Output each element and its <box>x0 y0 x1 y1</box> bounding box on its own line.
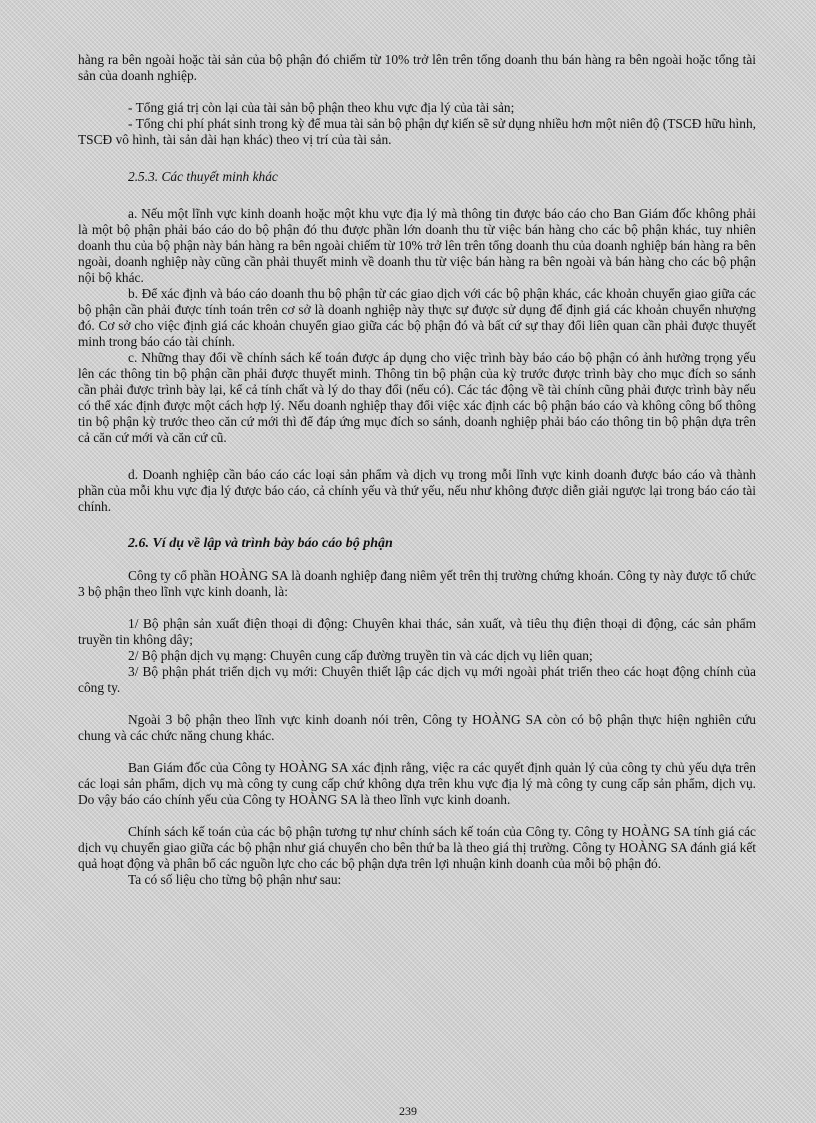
list-item: 3/ Bộ phận phát triển dịch vụ mới: Chuyên thiết lập các dịch vụ mới ngoài phát triển theo các hoạt động chính của công ty. <box>78 664 756 695</box>
paragraph: Công ty cổ phần HOÀNG SA là doanh nghiệp đang niêm yết trên thị trường chứng khoán. Công ty này được tổ chức 3 bộ phận theo lĩnh vực kinh doanh, là: <box>78 568 756 599</box>
paragraph-b: b. Để xác định và báo cáo doanh thu bộ phận từ các giao dịch với các bộ phận khác, các khoản chuyển giao giữa các bộ phận cần phải được tính toán trên cơ sở là doanh nghiệp này thực sự được sử dụng để định giá các khoản chuyển nhượng đó. Cơ sở cho việc định giá các khoản chuyển giao giữa các bộ phận đó và bất cứ sự thay đổi liên quan cần phải được thuyết minh trong báo cáo tài chính. <box>78 286 756 349</box>
bullet-item: - Tổng giá trị còn lại của tài sản bộ phận theo khu vực địa lý của tài sản; <box>128 100 515 115</box>
list-item: 2/ Bộ phận dịch vụ mạng: Chuyên cung cấp đường truyền tin và các dịch vụ liên quan; <box>128 648 593 663</box>
document-body <box>78 52 756 888</box>
page-number: 239 <box>399 1104 417 1118</box>
paragraph: Ngoài 3 bộ phận theo lĩnh vực kinh doanh nói trên, Công ty HOÀNG SA còn có bộ phận thực hiện nghiên cứu chung và các chức năng chung khác. <box>78 712 756 743</box>
paragraph-d: d. Doanh nghiệp cần báo cáo các loại sản phẩm và dịch vụ trong mỗi lĩnh vực kinh doanh được báo cáo và thành phần của mỗi khu vực địa lý được báo cáo, cả chính yếu và thứ yếu, nếu như không được diễn giải ngược lại trong báo cáo tài chính. <box>78 467 756 514</box>
paragraph-a: a. Nếu một lĩnh vực kinh doanh hoặc một khu vực địa lý mà thông tin được báo cáo cho Ban Giám đốc không phải là một bộ phận phải báo cáo do bộ phận đó thu được phần lớn doanh thu từ việc bán hàng cho các bộ phận khác, tuy nhiên doanh thu của bộ phận này bán hàng ra bên ngoài chiếm từ 10% trở lên trên tổng doanh thu của doanh nghiệp bán hàng ra bên ngoài, doanh nghiệp này cũng cần phải thuyết minh về doanh thu từ việc bán hàng ra bên ngoài và bán hàng cho các bộ phận nội bộ khác. <box>78 206 756 285</box>
paragraph: Ta có số liệu cho từng bộ phận như sau: <box>128 872 342 887</box>
paragraph: Chính sách kế toán của các bộ phận tương tự như chính sách kế toán của Công ty. Công ty HOÀNG SA tính giá các dịch vụ chuyển giao giữa các bộ phận như giá chuyển cho bên thứ ba là theo giá thị trường. Công ty HOÀNG SA đánh giá kết quả hoạt động và phân bổ các nguồn lực cho các bộ phận dựa trên lợi nhuận kinh doanh của mỗi bộ phận đó. <box>78 824 756 871</box>
section-heading-2-5-3: 2.5.3. Các thuyết minh khác <box>128 169 278 184</box>
paragraph-c: c. Những thay đổi về chính sách kế toán được áp dụng cho việc trình bày báo cáo bộ phận có ảnh hưởng trọng yếu lên các thông tin bộ phận cần phải được thuyết minh. Thông tin bộ phận của kỳ trước được trình bày cho mục đích so sánh cần phải được trình bày lại, kể cả tính chất và lý do thay đổi (nếu có). Các tác động về tài chính cũng phải được trình bày nếu có thể xác định được một cách hợp lý. Nếu doanh nghiệp thay đổi việc xác định các bộ phận báo cáo và không công bố thông tin bộ phận kỳ trước theo căn cứ mới thì để đáp ứng mục đích so sánh, doanh nghiệp phải báo cáo thông tin bộ phận dựa trên cả căn cứ mới và căn cứ cũ. <box>78 350 756 445</box>
paragraph: hàng ra bên ngoài hoặc tài sản của bộ phận đó chiếm từ 10% trở lên trên tổng doanh thu bán hàng ra bên ngoài hoặc tổng tài sản của doanh nghiệp. <box>78 52 756 83</box>
paragraph: Ban Giám đốc của Công ty HOÀNG SA xác định rằng, việc ra các quyết định quản lý của công ty chủ yếu dựa trên các loại sản phẩm, dịch vụ mà công ty cung cấp chứ không dựa trên khu vực địa lý mà công ty cung cấp sản phẩm, dịch vụ. Do vậy báo cáo chính yếu của Công ty HOÀNG SA là theo lĩnh vực kinh doanh. <box>78 760 756 807</box>
list-item: 1/ Bộ phận sản xuất điện thoại di động: Chuyên khai thác, sản xuất, và tiêu thụ điện thoại di động, các sản phẩm truyền tin không dây; <box>78 616 756 647</box>
section-heading-2-6: 2.6. Ví dụ về lập và trình bày báo cáo bộ phận <box>128 536 393 551</box>
bullet-item: - Tổng chi phí phát sinh trong kỳ để mua tài sản bộ phận dự kiến sẽ sử dụng nhiều hơn một niên độ (TSCĐ hữu hình, TSCĐ vô hình, tài sản dài hạn khác) theo vị trí của tài sản. <box>78 116 756 147</box>
